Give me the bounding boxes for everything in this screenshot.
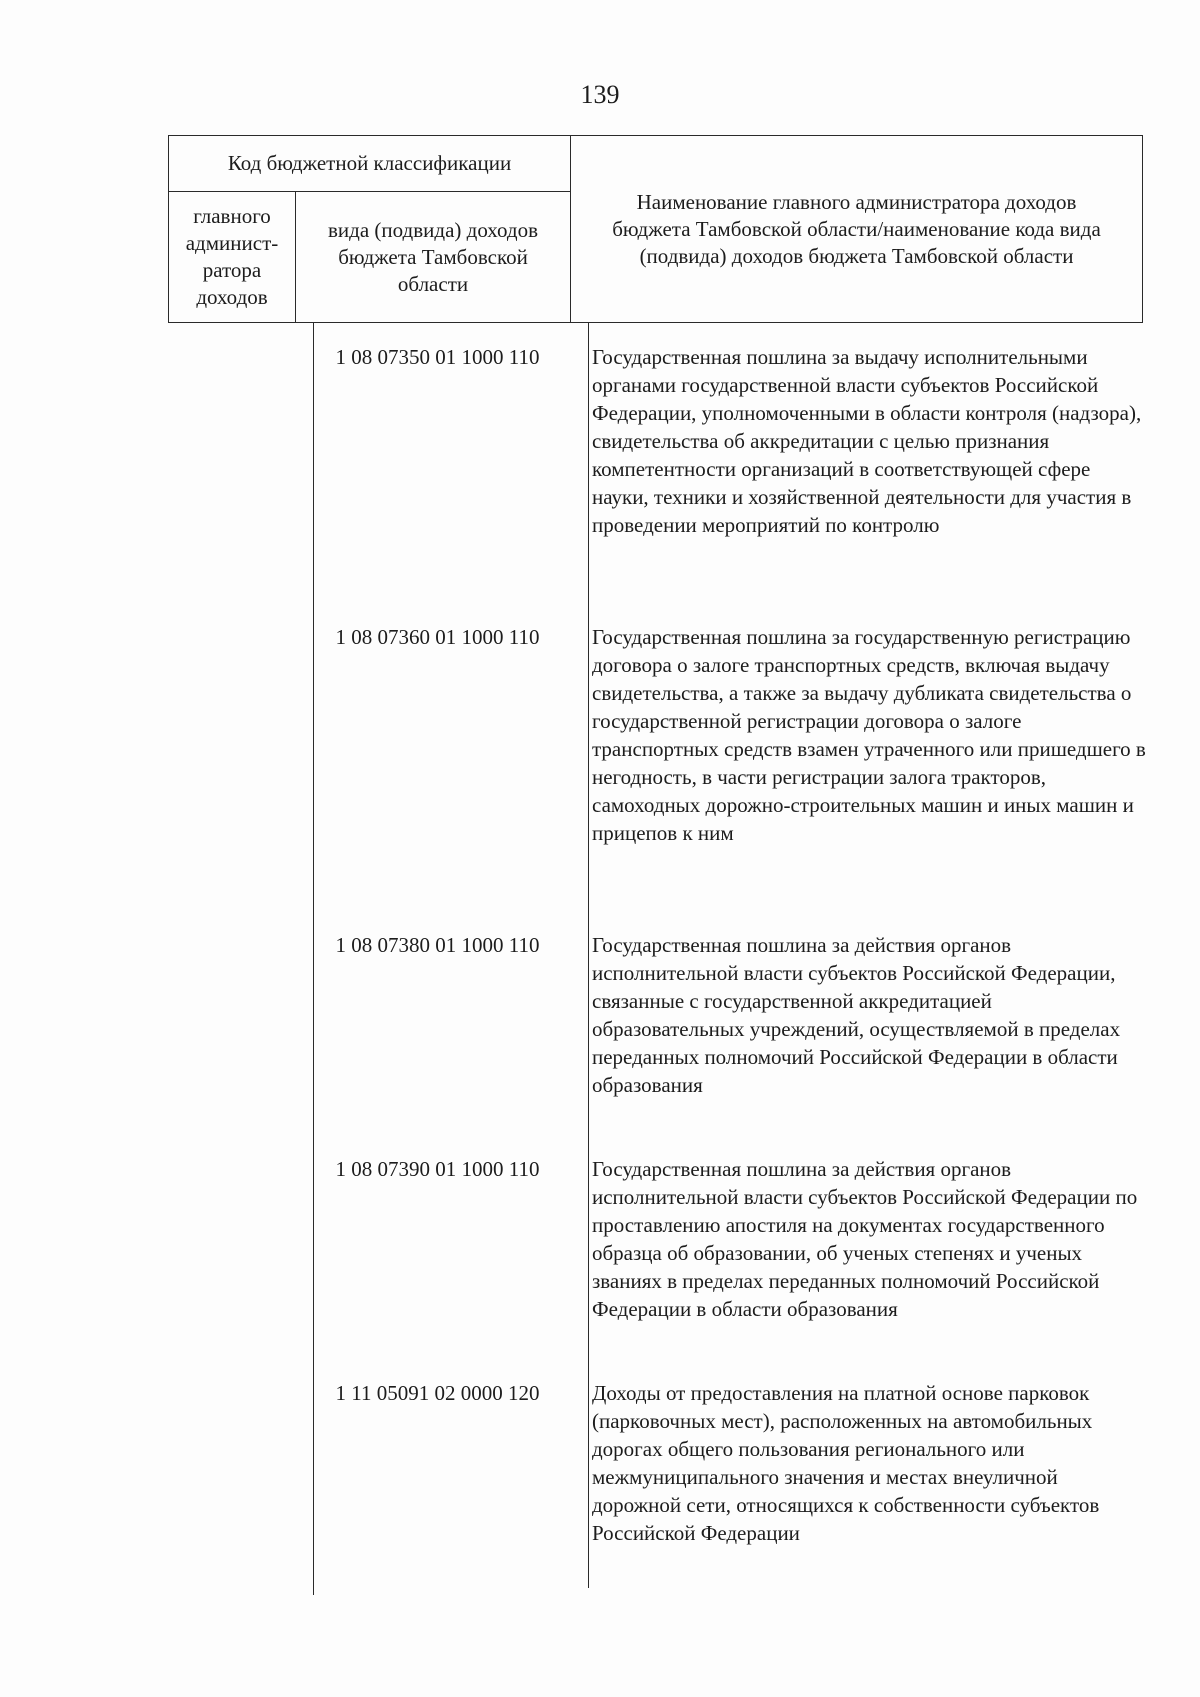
table-header bbox=[168, 135, 1143, 323]
header-name-column: Наименование главного администратора доходов бюджета Тамбовской области/наименование кода вида (подвида) доходов бюджета Тамбовской области bbox=[571, 136, 1143, 323]
page-number: 139 bbox=[580, 80, 620, 109]
income-description: Доходы от предоставления на платной основе парковок (парковочных мест), расположенных на автомобильных дорогах общего пользования регионального или межмуниципального значения и местах внеуличной дорожной сети, относящихся к собственности субъектов Российской Федерации bbox=[592, 1381, 1100, 1545]
table-divider-right bbox=[588, 323, 589, 1588]
income-description: Государственная пошлина за действия органов исполнительной власти субъектов Российской Федерации, связанные с государственной аккредитацией образовательных учреждений, осуществляемой в пределах переданных полномочий Российской Федерации в области образования bbox=[592, 933, 1121, 1097]
header-income-column: вида (подвида) доходов бюджета Тамбовской области bbox=[296, 192, 571, 323]
income-code: 1 08 07360 01 1000 110 bbox=[335, 625, 540, 649]
income-code: 1 08 07380 01 1000 110 bbox=[335, 933, 540, 957]
income-description: Государственная пошлина за государственную регистрацию договора о залоге транспортных средств, включая выдачу свидетельства, а также за выдачу дубликата свидетельства о государственной регистрации договора о залоге транспортных средств взамен утраченного или пришедшего в негодность, в части регистрации залога тракторов, самоходных дорожно-строительных машин и иных машин и прицепов к ним bbox=[592, 625, 1146, 845]
income-code: 1 08 07390 01 1000 110 bbox=[335, 1157, 540, 1181]
income-code: 1 11 05091 02 0000 120 bbox=[335, 1381, 540, 1405]
header-admin-column: главного админист-ратора доходов bbox=[169, 192, 296, 323]
income-description: Государственная пошлина за выдачу исполнительными органами государственной власти субъектов Российской Федерации, уполномоченными в области контроля (надзора), свидетельства об аккредитации с целью признания компетентности организаций в соответствующей сфере науки, техники и хозяйственной деятельности для участия в проведении мероприятий по контролю bbox=[592, 345, 1142, 537]
income-description: Государственная пошлина за действия органов исполнительной власти субъектов Российской Федерации по проставлению апостиля на документах государственного образца об образовании, об ученых степенях и ученых званиях в пределах переданных полномочий Российской Федерации в области образования bbox=[592, 1157, 1138, 1321]
header-code-group: Код бюджетной классификации bbox=[169, 136, 571, 192]
income-code: 1 08 07350 01 1000 110 bbox=[335, 345, 540, 369]
